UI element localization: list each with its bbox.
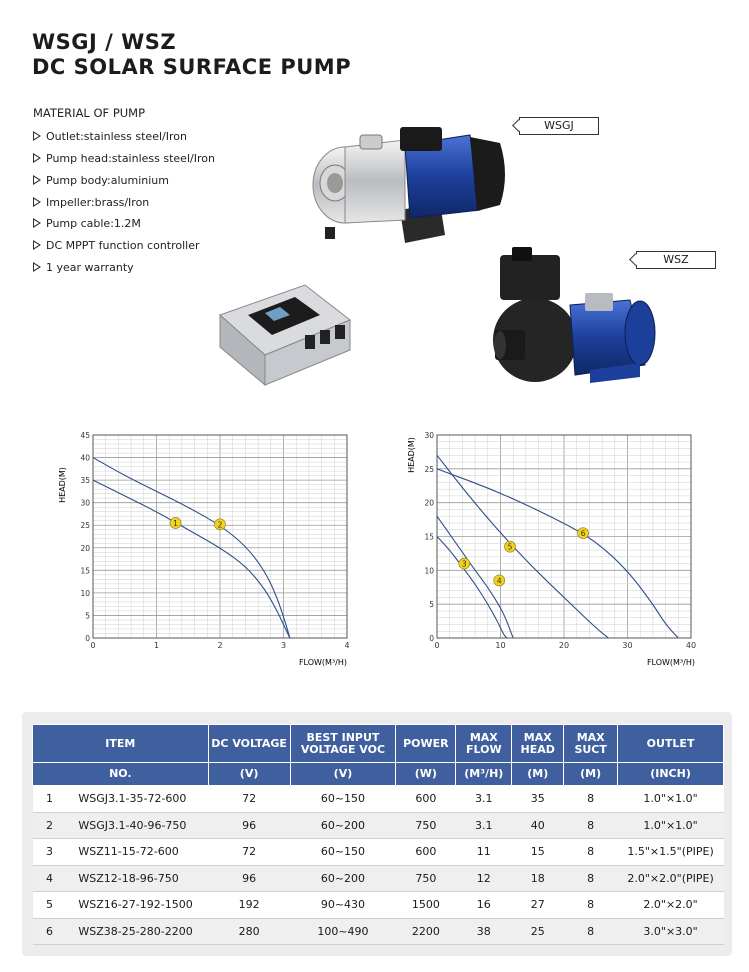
table-cell: 1.0"×1.0": [618, 812, 724, 839]
chart-markers: [170, 517, 225, 529]
table-cell: 60~150: [290, 839, 396, 866]
table-cell: 11: [456, 839, 512, 866]
x-axis-label: FLOW(M³/H): [646, 658, 695, 667]
material-heading: MATERIAL OF PUMP: [33, 106, 146, 120]
table-cell: 8: [564, 812, 618, 839]
table-cell: 40: [512, 812, 564, 839]
curve-marker-6: [578, 528, 589, 539]
table-cell: 2: [33, 812, 67, 839]
table-cell: 60~200: [290, 812, 396, 839]
feature-item: Pump body:aluminium: [33, 174, 169, 187]
table-cell: 192: [208, 892, 290, 919]
table-cell: WSZ16-27-192-1500: [66, 892, 208, 919]
triangle-bullet-icon: [33, 175, 41, 185]
table-cell: 600: [396, 786, 456, 813]
table-cell: WSZ12-18-96-750: [66, 865, 208, 892]
table-cell: 90~430: [290, 892, 396, 919]
table-cell: 16: [456, 892, 512, 919]
header-max-suct: MAX SUCT: [564, 725, 618, 763]
unit-best-input-voltage: (V): [290, 763, 396, 786]
chart-grid: [93, 435, 347, 638]
triangle-bullet-icon: [33, 131, 41, 141]
table-cell: 25: [512, 918, 564, 945]
y-tick-label: 10: [424, 566, 434, 576]
y-tick-label: 25: [424, 464, 434, 474]
table-row: [33, 786, 724, 813]
page-title: [32, 30, 351, 80]
y-tick-label: 5: [85, 611, 90, 621]
table-cell: 15: [512, 839, 564, 866]
wsgj-tag: WSGJ: [519, 117, 599, 135]
x-tick-label: 3: [280, 641, 287, 650]
y-axis-label: HEAD(M): [407, 437, 416, 473]
y-tick-label: 45: [80, 431, 90, 440]
feature-item: 1 year warranty: [33, 261, 134, 274]
wsz-tag: WSZ: [636, 251, 716, 269]
svg-text:4: 4: [496, 576, 502, 586]
curve-marker-5: [505, 541, 516, 552]
table-cell: 35: [512, 786, 564, 813]
chart-grid: [437, 435, 691, 638]
table-cell: 5: [33, 892, 67, 919]
svg-text:3: 3: [461, 559, 467, 569]
y-tick-label: 5: [429, 600, 434, 610]
header-outlet: OUTLET: [618, 725, 724, 763]
unit-max-head: (M): [512, 763, 564, 786]
table-cell: 8: [564, 892, 618, 919]
chart-ticks: [80, 431, 349, 650]
table-cell: 1.5"×1.5"(PIPE): [618, 839, 724, 866]
table-cell: 27: [512, 892, 564, 919]
x-tick-label: 4: [344, 641, 350, 650]
wsgj-pump-image: [305, 115, 515, 255]
table-cell: 3: [33, 839, 67, 866]
unit-dc-voltage: (V): [208, 763, 290, 786]
y-tick-label: 15: [424, 532, 434, 542]
table-cell: WSGJ3.1-40-96-750: [66, 812, 208, 839]
table-cell: 8: [564, 865, 618, 892]
y-tick-label: 20: [424, 498, 434, 508]
unit-no: NO.: [33, 763, 209, 786]
y-tick-label: 40: [80, 453, 90, 463]
table-cell: 4: [33, 865, 67, 892]
table-cell: 72: [208, 839, 290, 866]
spec-table-panel: [22, 712, 732, 956]
x-axis-label: FLOW(M³/H): [298, 658, 347, 667]
performance-curve-1: [93, 480, 290, 638]
y-axis-label: HEAD(M): [58, 467, 67, 503]
table-cell: 2.0"×2.0"(PIPE): [618, 865, 724, 892]
feature-item: Pump head:stainless steel/Iron: [33, 152, 215, 165]
title-line-2: DC SOLAR SURFACE PUMP: [32, 55, 352, 79]
curve-marker-4: [494, 575, 505, 586]
table-row: [33, 839, 724, 866]
table-row: [33, 865, 724, 892]
feature-item: Outlet:stainless steel/Iron: [33, 130, 187, 143]
table-row: [33, 918, 724, 945]
spec-table: [32, 724, 724, 945]
y-tick-label: 10: [80, 588, 90, 598]
x-tick-label: 0: [90, 641, 96, 650]
table-cell: 3.0"×3.0": [618, 918, 724, 945]
curve-marker-3: [459, 558, 470, 569]
unit-outlet: (INCH): [618, 763, 724, 786]
table-cell: 3.1: [456, 786, 512, 813]
table-cell: 60~200: [290, 865, 396, 892]
y-tick-label: 15: [80, 566, 90, 576]
x-tick-label: 2: [217, 641, 223, 650]
feature-item: DC MPPT function controller: [33, 239, 200, 252]
table-cell: 750: [396, 865, 456, 892]
curve-marker-1: [170, 517, 181, 528]
table-row: [33, 812, 724, 839]
svg-text:6: 6: [580, 529, 586, 539]
y-tick-label: 30: [424, 431, 434, 440]
table-cell: 600: [396, 839, 456, 866]
x-tick-label: 10: [495, 641, 506, 650]
x-tick-label: 30: [622, 641, 633, 650]
header-dc-voltage: DC VOLTAGE: [208, 725, 290, 763]
feature-item: Pump cable:1.2M: [33, 217, 141, 230]
header-max-head: MAX HEAD: [512, 725, 564, 763]
svg-text:5: 5: [507, 542, 513, 552]
unit-max-suct: (M): [564, 763, 618, 786]
header-power: POWER: [396, 725, 456, 763]
y-tick-label: 30: [80, 498, 90, 508]
unit-max-flow: (M³/H): [456, 763, 512, 786]
x-tick-label: 0: [434, 641, 440, 650]
y-tick-label: 0: [85, 634, 90, 643]
table-cell: 1.0"×1.0": [618, 786, 724, 813]
performance-curve-5: [437, 455, 608, 638]
triangle-bullet-icon: [33, 262, 41, 272]
wsgj-performance-chart: [50, 425, 360, 670]
table-cell: 18: [512, 865, 564, 892]
table-cell: WSZ38-25-280-2200: [66, 918, 208, 945]
header-item: ITEM: [33, 725, 209, 763]
table-cell: 3.1: [456, 812, 512, 839]
performance-curve-6: [437, 469, 678, 638]
table-row: [33, 892, 724, 919]
y-tick-label: 35: [80, 476, 90, 486]
triangle-bullet-icon: [33, 153, 41, 163]
wsz-pump-image: [490, 245, 660, 385]
svg-text:1: 1: [173, 518, 178, 528]
table-cell: 8: [564, 918, 618, 945]
table-cell: 100~490: [290, 918, 396, 945]
triangle-bullet-icon: [33, 197, 41, 207]
title-line-1: WSGJ / WSZ: [32, 30, 177, 54]
table-cell: 750: [396, 812, 456, 839]
table-cell: 96: [208, 865, 290, 892]
y-tick-label: 25: [80, 521, 90, 531]
x-tick-label: 1: [153, 641, 160, 650]
table-cell: 96: [208, 812, 290, 839]
table-cell: 72: [208, 786, 290, 813]
triangle-bullet-icon: [33, 240, 41, 250]
table-cell: 38: [456, 918, 512, 945]
x-tick-label: 20: [558, 641, 570, 650]
table-cell: 280: [208, 918, 290, 945]
performance-curve-3: [437, 537, 507, 639]
header-best-input-voltage: BEST INPUT VOLTAGE VOC: [290, 725, 396, 763]
curve-marker-2: [215, 519, 226, 530]
table-cell: 2200: [396, 918, 456, 945]
header-max-flow: MAX FLOW: [456, 725, 512, 763]
svg-text:2: 2: [217, 520, 223, 530]
table-cell: 1500: [396, 892, 456, 919]
table-cell: WSZ11-15-72-600: [66, 839, 208, 866]
controller-image: [210, 275, 360, 390]
table-cell: 8: [564, 786, 618, 813]
feature-item: Impeller:brass/Iron: [33, 196, 149, 209]
table-cell: 6: [33, 918, 67, 945]
chart-curves: [437, 455, 678, 638]
table-cell: 60~150: [290, 786, 396, 813]
table-cell: 2.0"×2.0": [618, 892, 724, 919]
triangle-bullet-icon: [33, 218, 41, 228]
y-tick-label: 20: [80, 543, 90, 553]
chart-ticks: [424, 431, 696, 650]
wsz-performance-chart: [400, 425, 710, 670]
table-cell: WSGJ3.1-35-72-600: [66, 786, 208, 813]
table-cell: 1: [33, 786, 67, 813]
y-tick-label: 0: [429, 634, 434, 643]
table-cell: 12: [456, 865, 512, 892]
unit-power: (W): [396, 763, 456, 786]
table-cell: 8: [564, 839, 618, 866]
x-tick-label: 40: [685, 641, 697, 650]
